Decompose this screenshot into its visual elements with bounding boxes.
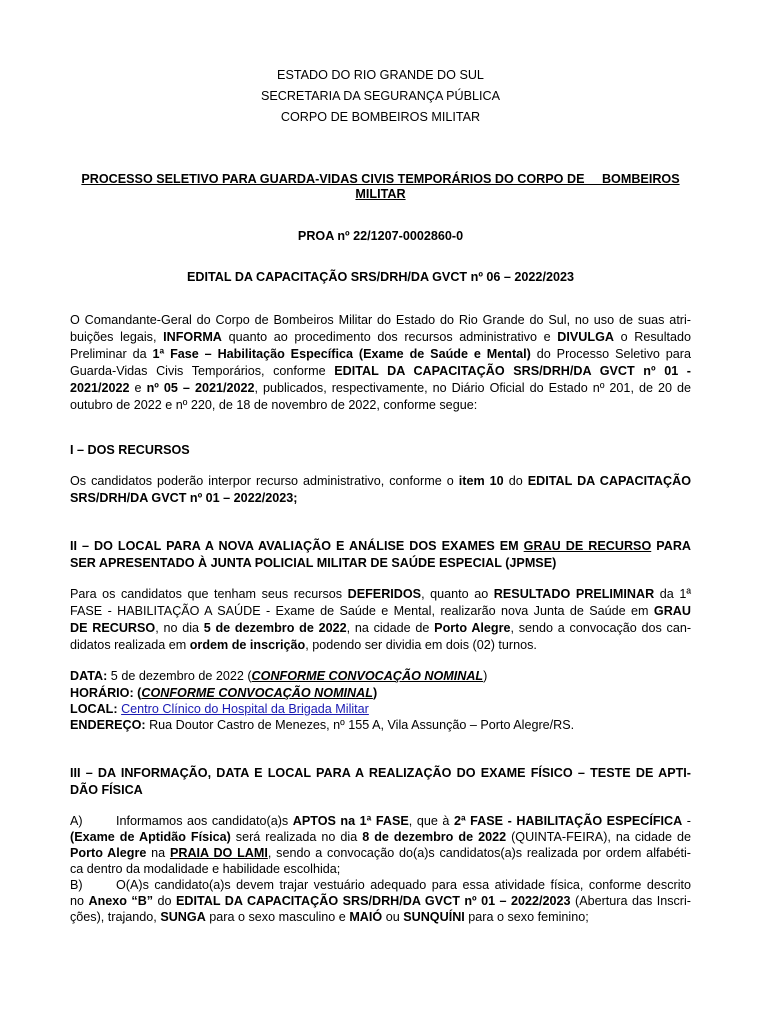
header-secretariat: SECRETARIA DA SEGURANÇA PÚBLICA xyxy=(260,89,501,103)
local-link[interactable]: Centro Clínico do Hospital da Brigada Militar xyxy=(121,702,369,716)
proa-number: PROA nº 22/1207-0002860-0 xyxy=(297,229,464,243)
section-2-heading: II – DO LOCAL PARA A NOVA AVALIAÇÃO E ANÁLISE DOS EXAMES EM GRAU DE RECURSO PARA xyxy=(70,539,692,553)
intro-line-1: O Comandante-Geral do Corpo de Bombeiros Militar do Estado do Rio Grande do Sul, no uso de suas atri- xyxy=(70,313,691,327)
section-2-heading-line2: SER APRESENTADO À JUNTA POLICIAL MILITAR DE SAÚDE ESPECIAL (JPMSE) xyxy=(70,556,557,570)
section-2-line-4: didatos realizada em ordem de inscrição, podendo ser dividia em dois (02) turnos. xyxy=(70,638,537,652)
section-2-line-2: FASE - HABILITAÇÃO A SAÚDE - Exame de Saúde e Mental, realizarão nova Junta de Saúde em GRAU xyxy=(70,604,691,618)
item-a-line-2: (Exame de Aptidão Física) será realizada no dia 8 de dezembro de 2022 (QUINTA-FEIRA), na cidade de xyxy=(70,830,692,844)
edital-number: EDITAL DA CAPACITAÇÃO SRS/DRH/DA GVCT nº 06 – 2022/2023 xyxy=(187,270,574,284)
document-title: PROCESSO SELETIVO PARA GUARDA-VIDAS CIVIS TEMPORÁRIOS DO CORPO DE BOMBEIROS xyxy=(81,172,680,186)
section-1-line-1: Os candidatos poderão interpor recurso administrativo, conforme o item 10 do EDITAL DA CAPACITAÇÃO xyxy=(70,474,691,488)
section-2-line-3: DE RECURSO, no dia 5 de dezembro de 2022, na cidade de Porto Alegre, sendo a convocação dos can- xyxy=(70,621,692,635)
item-b-line-3: ções), trajando, SUNGA para o sexo masculino e MAIÓ ou SUNQUÍNI para o sexo feminino; xyxy=(70,910,589,924)
section-2-line-1: Para os candidatos que tenham seus recursos DEFERIDOS, quanto ao RESULTADO PRELIMINAR da 1ª xyxy=(70,587,691,601)
section-1-line-2: SRS/DRH/DA GVCT nº 01 – 2022/2023; xyxy=(70,491,298,505)
item-b-line-1: B) O(A)s candidato(a)s devem trajar vestuário adequado para essa atividade física, conforme descrito xyxy=(70,878,691,892)
endereco-line: ENDEREÇO: Rua Doutor Castro de Menezes, nº 155 A, Vila Assunção – Porto Alegre/RS. xyxy=(70,718,575,732)
document-title-line2: MILITAR xyxy=(355,187,406,201)
intro-line-5: 2021/2022 e nº 05 – 2021/2022, publicados, respectivamente, no Diário Oficial do Estado nº 201, de 20 de xyxy=(70,381,692,395)
intro-line-2: buições legais, INFORMA quanto ao procedimento dos recursos administrativo e DIVULGA o Resultado xyxy=(70,330,691,344)
intro-line-3: Preliminar da 1ª Fase – Habilitação Específica (Exame de Saúde e Mental) do Processo Seletivo para xyxy=(70,347,691,361)
section-3-heading-line2: DÃO FÍSICA xyxy=(70,783,143,797)
intro-line-4: Guarda-Vidas Civis Temporários, conforme EDITAL DA CAPACITAÇÃO SRS/DRH/DA GVCT nº 01 - xyxy=(70,364,691,378)
header-state: ESTADO DO RIO GRANDE DO SUL xyxy=(277,68,484,82)
data-line: DATA: 5 de dezembro de 2022 (CONFORME CONVOCAÇÃO NOMINAL) xyxy=(70,669,488,683)
section-1-heading: I – DOS RECURSOS xyxy=(70,443,190,457)
header-department: CORPO DE BOMBEIROS MILITAR xyxy=(280,110,481,124)
item-a-line-1: A) Informamos aos candidato(a)s APTOS na 1ª FASE, que à 2ª FASE - HABILITAÇÃO ESPECÍFICA - xyxy=(70,814,691,828)
item-a-line-4: ca dentro da modalidade e habilidade escolhida; xyxy=(70,862,341,876)
intro-line-6: outubro de 2022 e nº 220, de 18 de novembro de 2022, conforme segue: xyxy=(70,398,478,412)
local-line: LOCAL: Centro Clínico do Hospital da Brigada Militar xyxy=(70,702,369,716)
item-b-line-2: no Anexo “B” do EDITAL DA CAPACITAÇÃO SRS/DRH/DA GVCT nº 01 – 2022/2023 (Abertura das Inscri- xyxy=(70,894,691,908)
section-3-heading: III – DA INFORMAÇÃO, DATA E LOCAL PARA A REALIZAÇÃO DO EXAME FÍSICO – TESTE DE APTI- xyxy=(70,766,691,780)
item-a-line-3: Porto Alegre na PRAIA DO LAMI, sendo a convocação do(a)s candidatos(a)s realizada por ordem alfabéti- xyxy=(70,846,691,860)
horario-line: HORÁRIO: (CONFORME CONVOCAÇÃO NOMINAL) xyxy=(70,686,378,700)
